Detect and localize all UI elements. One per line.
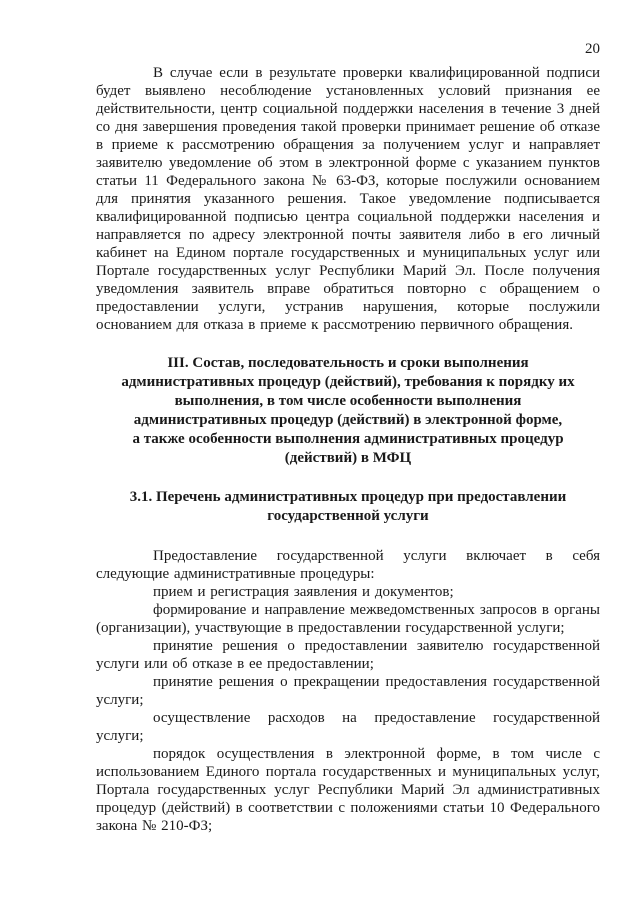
body-paragraph: принятие решения о предоставлении заявителю государственной услуги или об отказе в ее предоставлении; bbox=[96, 638, 600, 672]
section-heading-line: (действий) в МФЦ bbox=[284, 450, 412, 466]
section-heading-line: выполнения, в том числе особенности выполнения bbox=[174, 393, 522, 409]
body-paragraph: осуществление расходов на предоставление государственной услуги; bbox=[96, 710, 600, 744]
section-heading-line: административных процедур (действий), требования к порядку их bbox=[121, 374, 575, 390]
section-heading-line: административных процедур (действий) в электронной форме, bbox=[133, 412, 563, 428]
section-heading bbox=[96, 354, 600, 468]
body-paragraph: формирование и направление межведомственных запросов в органы (организации), участвующие в предоставлении государственной услуги; bbox=[96, 602, 600, 636]
body-paragraph: принятие решения о прекращении предоставления государственной услуги; bbox=[96, 674, 600, 708]
intro-paragraph: В случае если в результате проверки квалифицированной подписи будет выявлено несоблюдение установленных условий признания ее действительности, центр социальной поддержки населения в течение 3 дней со дня завершения проведения такой проверки принимает решение об отказе в приеме к рассмотрению обращения за получением услуг и направляет заявителю уведомление об этом в электронной форме с указанием пунктов статьи 11 Федерального закона № 63-ФЗ, которые послужили основанием для принятия указанного решения. Такое уведомление подписывается квалифицированной подписью центра социальной поддержки населения и направляется по адресу электронной почты заявителя либо в его личный кабинет на Едином портале государственных и муниципальных услуг или Портале государственных услуг Республики Марий Эл. После получения уведомления заявитель вправе обратиться повторно с обращением о предоставлении услуги, устранив нарушения, которые послужили основанием для отказа в приеме к рассмотрению первичного обращения. bbox=[96, 65, 600, 333]
page-number: 20 bbox=[585, 41, 600, 57]
subsection-heading-line: государственной услуги bbox=[267, 508, 429, 524]
section-heading-line: а также особенности выполнения административных процедур bbox=[132, 431, 564, 447]
subsection-heading bbox=[96, 488, 600, 526]
body-paragraph: порядок осуществления в электронной форме, в том числе с использованием Единого портала государственных и муниципальных услуг, Портала государственных услуг Республики Марий Эл административных процедур (действий) в соответствии с положениями статьи 10 Федерального закона № 210-ФЗ; bbox=[96, 746, 600, 834]
body-paragraph: Предоставление государственной услуги включает в себя следующие административные процедуры: bbox=[96, 548, 600, 582]
section-heading-line: III. Состав, последовательность и сроки выполнения bbox=[167, 355, 529, 371]
body-paragraph: прием и регистрация заявления и документов; bbox=[153, 584, 454, 600]
subsection-heading-line: 3.1. Перечень административных процедур при предоставлении bbox=[129, 489, 567, 505]
